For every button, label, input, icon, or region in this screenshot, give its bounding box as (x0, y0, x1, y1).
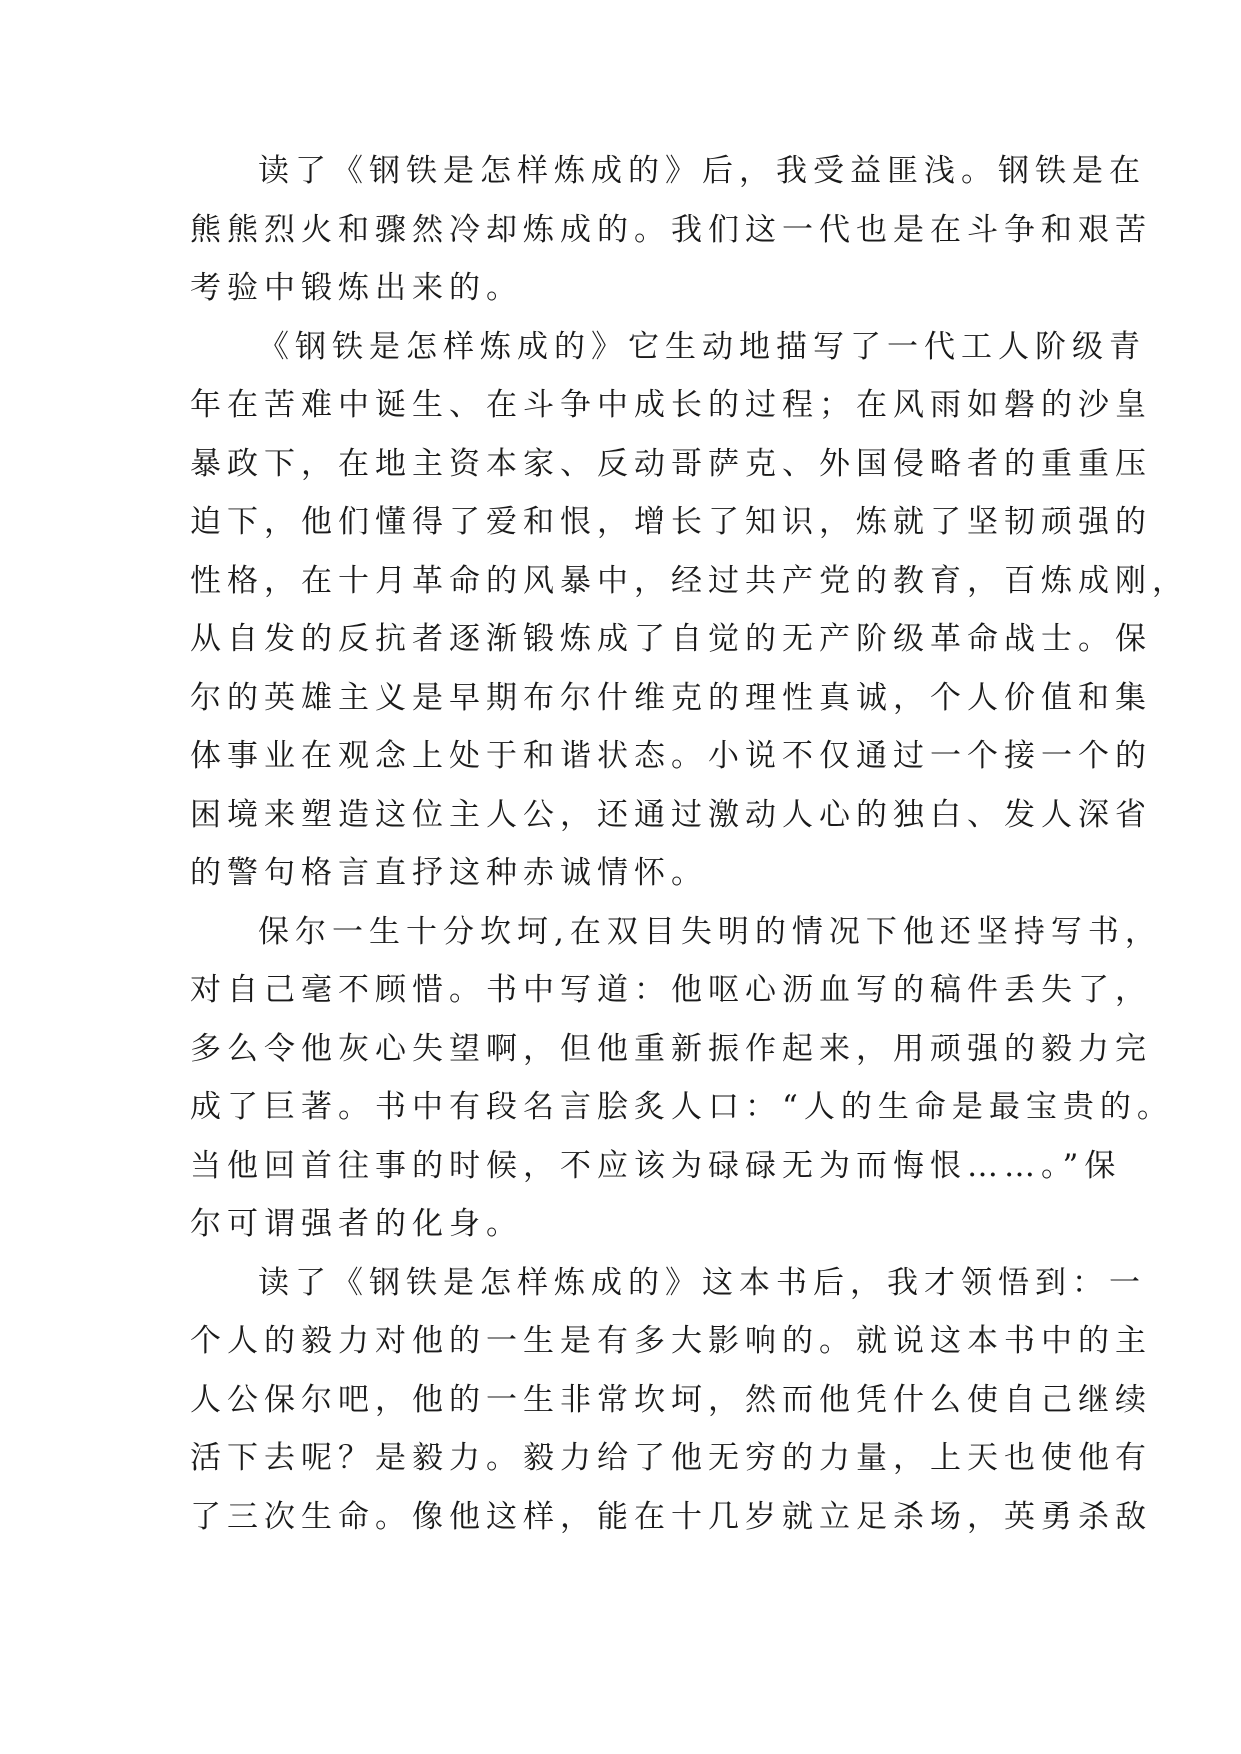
text-line: 对自己毫不顾惜。书中写道：他呕心沥血写的稿件丢失了， (190, 972, 1152, 1008)
text-line: 活下去呢？是毅力。毅力给了他无穷的力量，上天也使他有 (190, 1440, 1152, 1476)
text-line: 性格，在十月革命的风暴中，经过共产党的教育，百炼成刚， (190, 562, 1189, 599)
text-line: 迫下，他们懂得了爱和恨，增长了知识，炼就了坚韧顽强的 (190, 504, 1152, 540)
paragraph-2 (190, 318, 1189, 903)
text-line: 暴政下，在地主资本家、反动哥萨克、外国侵略者的重重压 (190, 445, 1152, 482)
paragraph-1 (190, 142, 1152, 318)
text-line: 年在苦难中诞生、在斗争中成长的过程；在风雨如磐的沙皇 (190, 387, 1152, 423)
text-line: 保尔一生十分坎坷,在双目失明的情况下他还坚持写书， (258, 913, 1162, 950)
text-line: 尔可谓强者的化身。 (190, 1206, 523, 1242)
text-line: 的警句格言直抒这种赤诚情怀。 (190, 855, 708, 891)
text-line: 个人的毅力对他的一生是有多大影响的。就说这本书中的主 (190, 1323, 1152, 1359)
text-line: 困境来塑造这位主人公，还通过激动人心的独白、发人深省 (190, 796, 1152, 833)
paragraph-4 (190, 1254, 1152, 1547)
paragraph-3 (190, 903, 1174, 1254)
text-line: 熊熊烈火和骤然冷却炼成的。我们这一代也是在斗争和艰苦 (190, 211, 1152, 248)
text-line: 《钢铁是怎样炼成的》它生动地描写了一代工人阶级青 (258, 328, 1146, 365)
text-line: 尔的英雄主义是早期布尔什维克的理性真诚，个人价值和集 (190, 679, 1152, 716)
document-page (190, 142, 1189, 1546)
text-line: 人公保尔吧，他的一生非常坎坷，然而他凭什么使自己继续 (190, 1381, 1152, 1418)
text-line: 多么令他灰心失望啊，但他重新振作起来，用顽强的毅力完 (190, 1030, 1152, 1067)
text-line: 成了巨著。书中有段名言脍炙人口：“人的生命是最宝贵的。 (190, 1089, 1174, 1125)
text-line: 读了《钢铁是怎样炼成的》这本书后，我才领悟到：一 (258, 1264, 1146, 1301)
text-line: 从自发的反抗者逐渐锻炼成了自觉的无产阶级革命战士。保 (190, 621, 1152, 657)
text-line: 读了《钢铁是怎样炼成的》后，我受益匪浅。钢铁是在 (258, 153, 1146, 189)
text-line: 考验中锻炼出来的。 (190, 270, 523, 306)
text-line: 当他回首往事的时候，不应该为碌碌无为而悔恨……。”保 (190, 1147, 1122, 1184)
text-line: 了三次生命。像他这样，能在十几岁就立足杀场，英勇杀敌 (190, 1498, 1152, 1535)
text-line: 体事业在观念上处于和谐状态。小说不仅通过一个接一个的 (190, 738, 1152, 774)
